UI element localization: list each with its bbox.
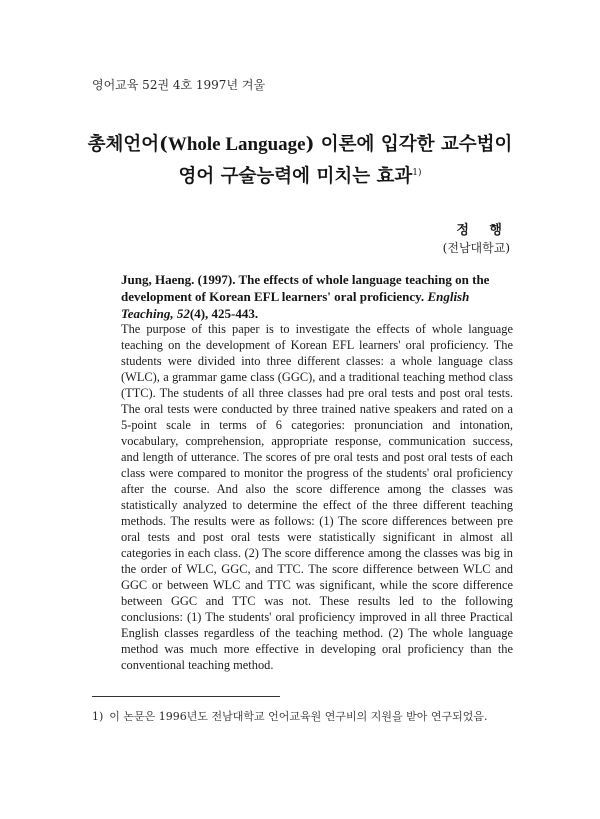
title-footnote-mark: 1) [412,168,422,178]
footnote-mark: 1) [92,710,104,723]
citation-part-1: Jung, Haeng. (1997). The effects of whole language teaching on the development of Korean EFL learners' oral proficiency. [121,272,490,304]
citation-journal: English Teaching, 52 [121,289,470,321]
abstract-text: The purpose of this paper is to investigate the effects of whole language teaching on the development of Korean EFL learners' oral proficiency. The students were divided into three different classes: a whole language class (WLC), a grammar game class (GGC), and a traditional teaching method class (TTC). The students of all three classes had pre oral tests and post oral tests. The oral tests were conducted by three trained native speakers and rated on a 5-point scale in terms of 6 categories: pronunciation and intonation, vocabulary, comprehension, appropriate response, communication success, and length of utterance. The scores of pre oral tests and post oral tests of each class were compared to monitor the progress of the students' oral proficiency after the course. And also the score difference among the classes was statistically analyzed to determine the effect of the three different teaching methods. The results were as follows: (1) The score differences between pre oral tests and post oral tests were statistically significant in almost all categories in each class. (2) The score difference among the classes was big in the order of WLC, GGC, and TTC. The score difference between WLC and GGC or between WLC and TTC was significant, while the score difference between GGC and TTC was not. These results led to the following conclusions: (1) The students' oral proficiency improved in all three Practical English classes regardless of the teaching method. (2) The whole language method was much more effective in developing oral proficiency than the conventional teaching method. [121,322,513,672]
author-affiliation: (전남대학교) [442,241,510,255]
title-line-1-latin: Whole Language [167,134,306,155]
title-line-1-pre: 총체언어( [87,134,168,155]
footnote [92,708,488,724]
footnote-divider [92,696,280,697]
footnote-text: 이 논문은 1996년도 전남대학교 언어교육원 연구비의 지원을 받아 연구되었음. [109,710,488,723]
title-line-2-text: 영어 구술능력에 미치는 효과 [178,166,413,188]
author-name: 정 행 [456,223,510,238]
paper-title [0,130,600,191]
title-line-2 [0,159,600,191]
running-head: 영어교육 52권 4호 1997년 겨울 [92,78,266,92]
citation [121,271,513,322]
title-line-1-post: ) 이론에 입각한 교수법이 [305,134,513,155]
title-line-1 [0,130,600,159]
citation-part-2: (4), 425-443. [189,306,259,321]
